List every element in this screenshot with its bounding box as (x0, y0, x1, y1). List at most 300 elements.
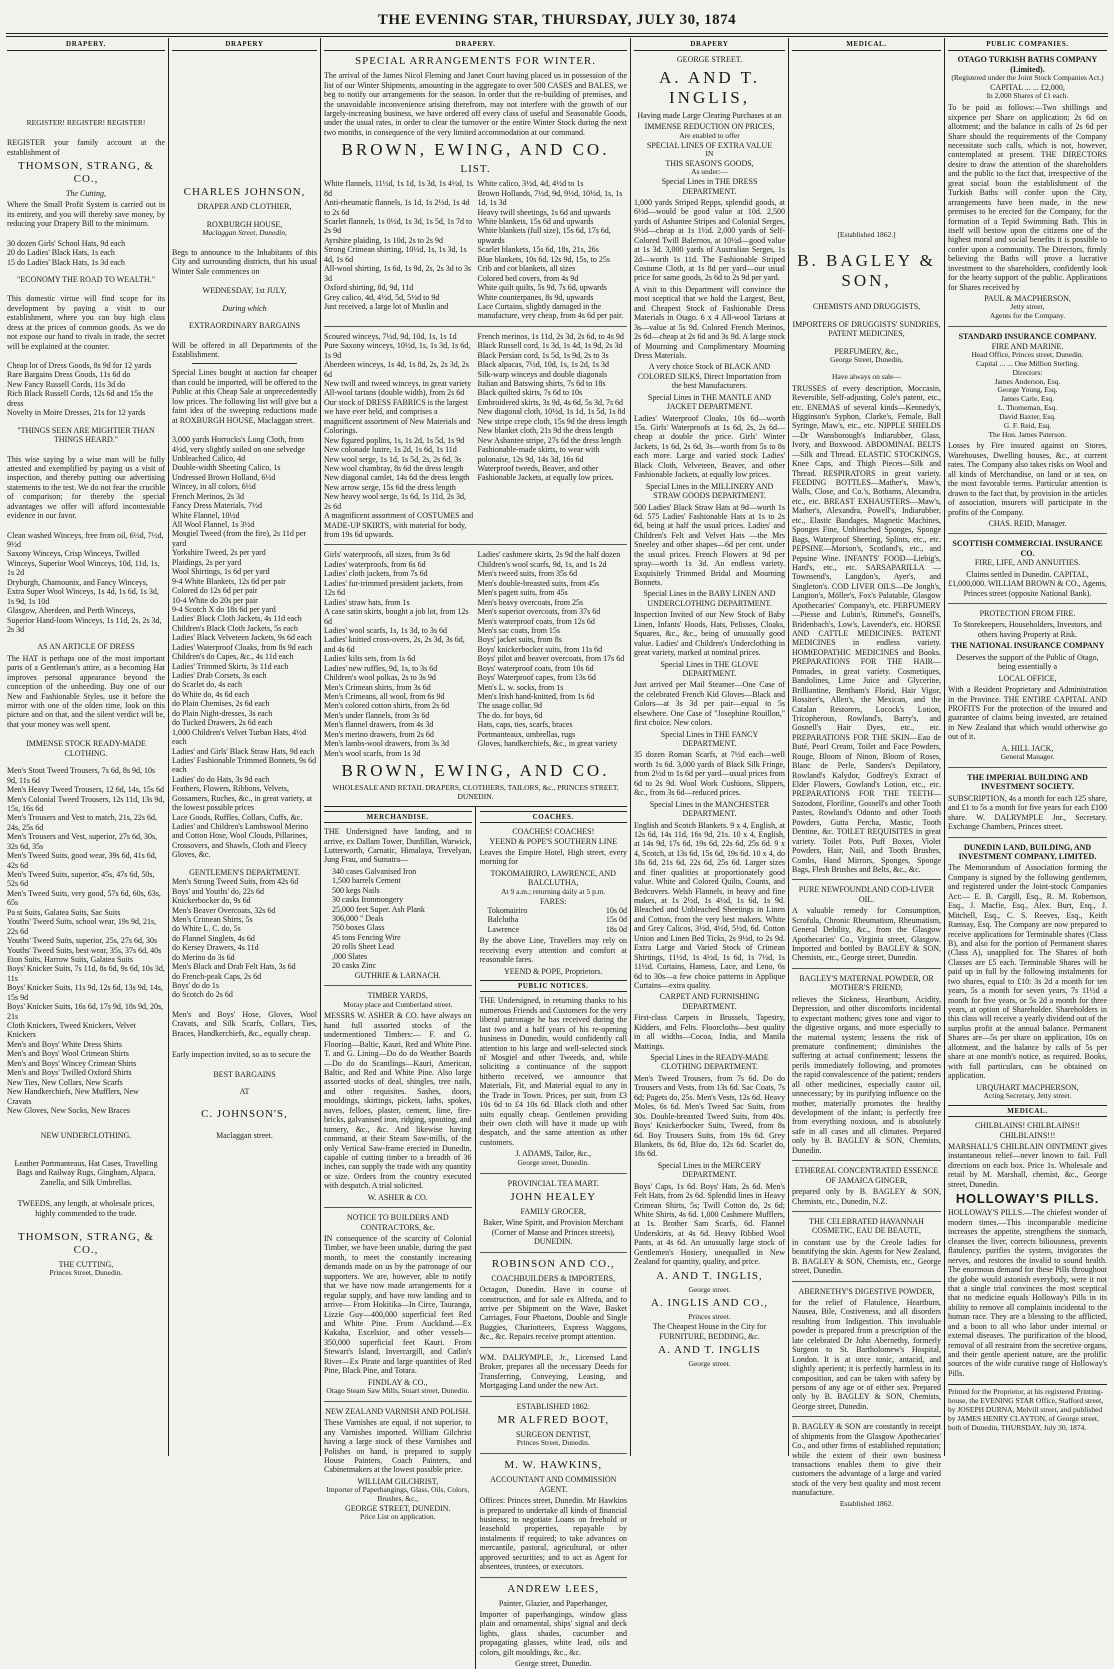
masthead-rule (6, 33, 1108, 34)
signature-address: Jetty street, (1010, 302, 1045, 312)
list-item: New blanket cloth, 21s 9d the dress length (477, 426, 614, 436)
list-item: Blue blankets, 10s 6d, 12s 9d, 15s, to 25s (477, 254, 610, 264)
list-item: White quilt quilts, 5s 9d, 7s 6d, upwards (477, 283, 607, 293)
signature: YEEND & POPE, Proprietors. (504, 966, 603, 976)
firm-address: Princes Street, Dunedin. (49, 1268, 123, 1278)
list-item: do White L. C. do, 5s (172, 924, 241, 934)
ad-text: WM. DALRYMPLE, Jr., Licensed Land Broker, prepares all the necessary Deeds for Transferring, Conveying, Leasing, and Mortgaging Land under the new Act. (479, 1352, 627, 1391)
ad-text: TRUSSES of every description, Moccasin, Reversible, Self-adjusting, Cole's patent, etc., etc. ENEMAS of several kinds—Kennedy's, Higginson's Syphon, Clarke's, Female, Ball Syringe, Maw's, etc., etc. NIPPLE SHIELDS—Dr Wansborough's Indiarubber, Glass, Ivory, and Boxwood. ABDOMINAL BELTS—Silk and Thread. ELASTIC STOCKINGS, Knee Caps, and Thigh Pieces—Silk and Thread. RESPIRATORS in great variety. FEEDING BOTTLES—Mather's, Maw's, Walls, Close, and Co.'s, Bothams, Alexandra, etc., etc. BREAST EXHAUSTERS—Maw's, Mather's, Alexandra, Powell's, Indiarubber, etc., Elastic Bandages, Magnetic Machines, Sponges Fine, Unbleached Sponges, Sponge Bags, Waterproof Sheeting, Splints, etc., etc. PEPSINE—Morson's, Scotland's, etc., and Pepsine Wine. INFANTS' FOOD—Liebig's, Hard's, etc., etc. SARSAPARILLA — Townsend's, Langdon's, Ayer's, and Singleton's. COD LIVER OILS—De Jongh's, Langton's, Möller's, Fox's Palatable, Glasgow Apothecaries' Company's, etc. PERFUMERY—Piesse and Lubin's, Rimmel's, Gosnell's, Bridenbach's, Low's, Lavender's, etc. HORSE AND CATTLE MEDICINES. PATENT MEDICINES in endless variety. HOMŒOPATHIC MEDICINES and Books. PREPARATIONS FOR THE HAIR—Pomades, in great variety. Cosmetiques, Bandolines, Lime Juice and Glycerine, Brilliantine, Bentham's Florid, Hair Vigor, Rossiter's, Allen's, the Mexican, and the Catalan Restorers, Locock's Lotion, Tricopherous, Rowland's, Barry's, and Gosnell's Hair Dyes, etc., etc. PREPARATIONS FOR THE SKIN—Eau de Buté, Pearl Cream, Toilet and Face Powders, Rouge, Bloom of Ninon, Bloom of Roses, Blanc de Perle, Sanders's Depilatory, Rowland's Kalydor, Godfrey's Extract of Elder Flowers, Gowland's Lotion, etc., etc. PREPARATIONS FOR THE TEETH—Sozodont, Floriline, Gosnell's and other Tooth Pastes, Rowland's Odonto and other Tooth Powders, Gutta Percha, Mastic, Tooth Dentine, &c. TOILET REQUISITES in great variety. Toilet Pots, Puff Boxes, Violet Powders, Hair, Nail, and Tooth Brushes, Combs, Hand Mirrors, Sponges, Sponge Bags, Flesh Brushes and Belts, &c., &c. (792, 383, 941, 874)
list-item: The usage collar, 9d (477, 701, 543, 711)
list-item: Youths' Tweed Suits, superior, 25s, 27s 6d, 30s (7, 936, 158, 946)
list-item: Italian and Batswing shirts, 7s 6d to 18s (477, 379, 606, 389)
list-item: Clean washed Winceys, free from oil, 6½d, 7½d, 9½d (7, 530, 164, 550)
ad-heading: SPECIAL ARRANGEMENTS FOR WINTER. (354, 55, 597, 68)
fare-price: 15s 0d (605, 915, 627, 925)
list-item: Black Persian cord, 1s 5d, 1s 9d, 2s to 3s (477, 350, 609, 360)
list-item: French merinos, 1s 11d, 2s 3d, 2s 6d, to 4s 9d (477, 331, 624, 341)
list-item: 3,000 yards Horrocks's Long Cloth, from 4½d, very slightly soiled on one selvedge (172, 435, 305, 454)
ad-text: MESSRS W. ASHER & CO. have always on hand full assorted stocks of the undermentioned Timbers:— F. and G. Flooring—Baltic, Kauri, Red and White Pine. T. and G. Lining—Do do do Weather Boards—Do do do Scantlings—Kauri, American, Baltic, and Red and White Pine. Also large assorted stocks of deal, shingles, tree nails, and other requisites. Sashes, doors, mouldings, skirtings, pickets, laths, spokes, naves, felloes, plaster, cement, lime, fire-bricks, galvanised iron, ridging, spouting, and turnery, &c., &c. And likewise having command, at their Steam Saw-mills, of the only Vertical Saw-frame erected in Dunedin, capable of cutting timber to a breadth of 36 inches, can supply the trade with any quantity or size. Orders from the country executed with despatch. A trial solicited. (324, 1011, 472, 1191)
list-item: Men's and Boys' Wincey Crimean Shirts (7, 1058, 137, 1068)
list-item: Our stock of DRESS FABRICS is the largest we have ever held, and comprises a magnificent assortment of New Materials and Colorings. (324, 397, 471, 436)
list-item: 25,000 feet Super. Ash Plank (332, 904, 425, 914)
company-note: FIRE, LIFE, AND ANNUITIES. (974, 558, 1081, 568)
list-item: Glasgow, Aberdeen, and Perth Winceys, Superior Hand-loom Winceys, 1s 11d, 2s, 2s 3d, 2s 3d (7, 606, 162, 634)
column-heading: MEDICAL. (792, 38, 941, 51)
ad-text: IN (705, 148, 714, 158)
list-item: Men's Beaver Overcoats, 32s 6d (172, 905, 276, 915)
fare-price: 10s 0d (605, 906, 627, 915)
fare-destination: Lawrence (487, 924, 520, 934)
list-item: Embroidered skirts, 3s 9d, 4s 6d, 5s 3d, 7s 6d (477, 397, 624, 407)
ad-text: prepared only by B. BAGLEY & SON, Chemists, etc., Dunedin, N.Z. (792, 1187, 941, 1206)
list-item: White Flannel, 10½d (172, 510, 240, 520)
list-item: New heavy wool serge, 1s 6d, 1s 11d, 2s 3d, 2s 6d (324, 492, 466, 511)
list-item: New Ties, New Collars, New Scarfs (7, 1077, 123, 1087)
list-item: do Plain Night-dresses, 3s each (172, 708, 273, 718)
list-item: Ladies' waterproofs, from 6s 6d (324, 559, 426, 569)
list-item: Ladies' Fashionable Trimmed Bonnets, 9s 6d each (172, 755, 317, 775)
ad-text: REGISTER your family account at the establishment of (7, 138, 165, 157)
firm-address: George street. (688, 1359, 731, 1369)
ad-text: Boys' Caps, 1s 6d. Boys' Hats, 2s 6d. Men's Felt Hats, from 2s 6d. Splendid lines in Heavy Crimean Shirts, 5s; Twill Cotton do, 2s 6d; White Shirts, 4s 6d. 1,000 Cashmere Mufflers, at 1s. Brother Sam Scarfs, 6d. Flannel Underskirts, at 4s 6d. Heavy Ribbed Wool Pants, at 4s 6d. An unusually large stock of Gentlemen's Hosiery, unequalled in New Zealand for quantity, quality, and price. (634, 1181, 785, 1267)
list-item: Colored do 12s 6d per pair (172, 586, 258, 596)
firm-name: JOHN HEALEY (510, 1191, 597, 1204)
list-item: do Plain Chemises, 2s 6d each (172, 699, 270, 709)
list-item: Boys' knickerbocker suits, from 11s 6d (477, 644, 603, 654)
ad-heading: NOTICE TO BUILDERS AND CONTRACTORS, &c. (346, 1213, 449, 1232)
company-name: THE NATIONAL INSURANCE COMPANY (950, 641, 1105, 651)
list-item: Cheap lot of Dress Goods, 8s 9d for 12 yards (7, 361, 152, 371)
ad-text: Having made Large Clearing Purchases at an (637, 110, 782, 120)
list-item: Plaidings, 2s per yard (172, 557, 242, 567)
list-item: White flannels, 11½d, 1s 1d, 1s 3d, 1s 4½d, 1s 8d (324, 179, 474, 198)
signature-address: Otago Steam Saw Mills, Stuart street, Dunedin. (326, 1386, 470, 1395)
list-item: Ladies' Black Cloth Jackets, 4s 11d each (172, 614, 302, 624)
ad-heading-holloway: HOLLOWAY'S PILLS. (955, 1191, 1100, 1207)
list-item: Ladies' cloth jackets, from 7s 6d (324, 569, 428, 579)
section-heading: MEDICAL. (948, 1105, 1107, 1117)
list-item: Men's Heavy Tweed Trousers, 12 6d, 14s, 15s 6d (7, 785, 164, 795)
ad-text: Importer of paperhangings, window glass plain and ornamental, ships' signal and deck lights, glass shades, cucumber and propagating glasses, white lead, oils and colors, gilt mouldings, &c., &c. (479, 1609, 627, 1657)
section-heading: MERCHANDISE. (324, 811, 472, 823)
ad-text: The arrival of the James Nicol Fleming and Janet Court having placed us in possession of the list of our Winter Shipments, amounting in the aggregate to over 500 CASES and BALES, we beg to notify our arrangements for the season. In order that the re-building of premises, and the unavoidable inconvenience arising therefrom, may not interfere with the growth of our largely-increasing business, we have ordered off every class of useful and Seasonable Goods, under the usual rates, in order to clear the turnover or the entire Winter Stock during the next two months, in consequence of the very limited accommodation at our command. (324, 71, 627, 137)
ad-heading: THE CELEBRATED HAVANNAH COSMETIC, EAU DE BEAUTE, (809, 1216, 924, 1236)
ad-text: Men's Tweed Trousers, from 7s 6d. Do do Trousers and Vests, from 13s 6d. Sac Coats, 7s 6d; Pagets do, 25s. Men's Vests, 12s 6d. Heavy Moles, 6s 6d. Men's Tweed Sac Suits, from 30s. Double-breasted Tweed Suits, from 40s. Boys' Knickerbocker Suits, Tweed, from 8s 6d. Boy Trousers Suits, from 19s 6d. Grey Blankets, 8s 6d, Blue do, 12s 6d. Scarlet do, 18s 6d. (634, 1073, 785, 1159)
column-medical-bagley (788, 38, 944, 1508)
list-item: Men's L. w. socks, from 1s (477, 682, 564, 692)
ad-text: TWEEDS, any length, at wholesale prices, highly commended to the trade. (17, 1199, 155, 1218)
ad-text: in constant use by the Creole ladies for beautifying the skin. Agents for New Zealand, B. BAGLEY & SON, Chemists, etc., George street, Dunedin. (792, 1237, 941, 1276)
clothing-list (7, 766, 165, 1115)
list-item: Strong Crimean shirting, 10½d, 1s, 1s 3d, 1s 4d, 1s 6d (324, 245, 467, 264)
ad-text: A visit to this Department will convince the most sceptical that we hold the Largest, Best, and Cheapest Stock of Fashionable Dress Materials in Otago. 6 x 4 All-wool Tartans at 3s—value at 5s 9d. Colored French Merinos, 2s 6d—cheap at 2s 6d and 3s 9d. A large stock of Mourning and Complimentary Mourning Dress Materials. (634, 284, 785, 360)
list-item: New Ashantee stripe, 27s 6d the dress length (477, 435, 622, 445)
list-item: Heavy twill sheetings, 1s 6d and upwards (477, 207, 611, 217)
list-item: Scarlet flannels, 1s 0½d, 1s 3d, 1s 5d, 1s 7d to 2s 9d (324, 217, 473, 236)
signature: GUTHRIE & LARNACH. (354, 970, 441, 980)
list-item: Mosgiel Tweed (from the fire), 2s 11d per yard (172, 529, 307, 548)
list-item: Ayrshire plaiding, 1s 10d, 2s to 2s 9d (324, 235, 444, 245)
firm-address: Princes street. (688, 1312, 731, 1322)
list-item: Men's lambs-wool drawers, from 3s 3d (324, 739, 449, 749)
list-item: G. F. Reid, Esq. (1003, 420, 1052, 430)
ad-heading: CHILBLAINS! CHILBLAINS!! CHILBLAINS!!! (974, 1121, 1081, 1140)
firm-location: The Cutting, (65, 188, 106, 198)
list-item: Boys' Knicker Suits, 11s 9d, 12s 6d, 13s 9d, 14s, 15s 9d (7, 983, 163, 1002)
list-item: Ladies' Trimmed Skirts, 3s 11d each (172, 661, 289, 671)
signature: PAUL & MACPHERSON, (984, 294, 1071, 303)
column-heading: DRAPERY. (7, 38, 165, 51)
dept-heading: CARPET AND FURNISHING DEPARTMENT. (659, 992, 760, 1011)
list-item: Ladies' and Children's Lambswool Merino and Cotton Hose, Wool Clouds, Pillarines, Crossovers, and Shawls, Cloth and Fleecy Gloves, &c. (172, 822, 309, 860)
list-item: Fancy Dress Materials, 7½d (172, 501, 262, 511)
ad-heading: BAGLEY'S MATERNAL POWDER, OR MOTHER'S FRIEND, (799, 973, 934, 993)
ad-text: Deserves the support of the Public of Otago, being essentially a (956, 652, 1099, 672)
list-item: The do. for boys, 6d (477, 710, 543, 720)
list-item: Men's waterproof coats, from 12s 6d (477, 616, 595, 626)
list-item: Black quilted skirts, 7s 6d to 10s (477, 388, 583, 398)
list-item: Fashionable-made skirts, to wear with polonaise, 12s 9d, 14s 3d, 16s 6d (477, 445, 600, 464)
ad-text: B. BAGLEY & SON are constantly in receipt of shipments from the Glasgow Apothecaries' Co., and other firms of established reputation; while the extent of their own business transactions enables them to give their customers the advantage of a large and varied stock of the very best quality and most recent manufacture. (792, 1422, 941, 1498)
directors-heading: Directors: (1012, 367, 1043, 377)
directors-list (948, 378, 1107, 440)
masthead-rule-2 (6, 36, 1108, 37)
list-item: ,000 Slates (332, 951, 368, 961)
list-item: Aberdeen winceys, 1s 4d, 1s 8d, 2s, 2s 3d, 2s 6d (324, 360, 469, 379)
list-item: do Tucked Drawers, 2s 6d each (172, 718, 273, 728)
firm-trade: CHEMISTS AND DRUGGISTS, (812, 302, 921, 312)
firm-address: George street, Dunedin. (515, 1659, 592, 1669)
list-item: 306,000 " Deals (332, 914, 384, 924)
list-item: Ladies' and Girls' Black Straw Hats, 9d each (172, 746, 315, 756)
list-item: New diagonal cloth, 10½d, 1s 1d, 1s 5d, 1s 8d (477, 407, 626, 417)
masthead (0, 0, 1114, 34)
ad-text: The Cheapest House in the City for (652, 1322, 767, 1332)
list-item: Boys' waterproof coats, from 10s 6d (477, 663, 594, 673)
section-heading: "THINGS SEEN ARE MIGHTIER THAN THINGS HEARD." (17, 425, 155, 445)
list-item: Men's Crimeans, all wool, from 6s 9d (324, 692, 445, 702)
signature: FINDLAY & CO., (368, 1377, 428, 1387)
section-heading: GENTLEMEN'S DEPARTMENT. (189, 867, 300, 877)
list-item: Silk-warp winceys and double diagonals (477, 369, 608, 379)
list-item: 1,500 barrels Cement (332, 876, 401, 886)
ad-text: 35 dozen Roman Scarfs, at 7½d each—well worth 1s 6d. 3,000 yards of Black Silk Fringe, from 2½d to 1s 6d per yard—usual prices from 6d to 2s 9d. Wool Work Cushions, Slippers, &c., from 3s 6d—reduced prices. (634, 750, 785, 798)
list-item: Dryburgh, Chamounix, and Fancy Winceys, Extra Super Wool Winceys, 1s 4d, 1s 6d, 1s 3d, 1s 9d, 1s 10d (7, 577, 159, 606)
list-item: Men's Tweed Suits, good wear, 39s 6d, 41s 6d, 42s 6d (7, 851, 157, 870)
column-heading: DRAPERY (172, 38, 317, 51)
list-item: Pure Saxony winceys, 10½d, 1s, 1s 3d, 1s 6d, 1s 9d (324, 341, 471, 360)
list-item: Men's and Boys' Twilled Oxford Shirts (7, 1068, 132, 1078)
ad-heading: FURNITURE, BEDDING, &c. (659, 1331, 760, 1341)
list-item: Men's wool scarfs, from 1s 3d (324, 748, 421, 758)
firm-address: George Street, Dunedin, (830, 354, 903, 364)
list-item: Hats, caps, ties, scarfs, braces (477, 720, 573, 730)
list-item: Boys' and Youths' do, 22s 6d (172, 886, 265, 896)
ad-text: 1,000 yards Striped Repps, splendid goods, at 6½d—would be good value at 10d. 2,500 yards of Ashantee Stripes and Colonial Serges, 9½d—cheap at 1s 1½d. 2,000 yards of Self-Colored Twill Balernos, at 10½d—good value at 1s 3d. 3,000 yards of Australian Serges, 1s 2d—worth 1s 11d. The Fashionable Striped Costume Cloth, at 1s 8d per yard—our usual price for same goods, 2s 6d to 2s 9d per yard. (634, 197, 785, 283)
ad-text: AT (239, 1087, 250, 1097)
section-heading: IMMENSE STOCK READY-MADE CLOTHING. (26, 739, 146, 758)
ad-text: Early inspection invited, so as to secure the (172, 1050, 311, 1060)
ad-text: A very choice Stock of BLACK AND COLORED SILKS, Direct Importation from the best Manufacturers. (637, 362, 782, 391)
signature-role: Agents for the Company. (989, 311, 1066, 321)
list-item: 15 do Ladies' Black Hats, 1s 3d each (7, 257, 125, 267)
goods-list (324, 867, 472, 971)
list-item: New stripe crepe cloth, 15s 9d the dress length (477, 416, 628, 426)
ad-heading: TIMBER YARDS, (367, 991, 428, 1001)
signature: CHAS. REID, Manager. (988, 518, 1067, 528)
firm-trade: Painter, Glazier, and Paperhanger, (498, 1598, 608, 1608)
list-item: Boys' do do 1s (172, 981, 220, 990)
column-drapery-thomson (4, 38, 168, 1456)
list-item: New figured poplins, 1s, 1s 2d, 1s 5d, 1s 9d (324, 435, 465, 445)
list-item: Children's do Capes, &c., 4s 11d each (172, 652, 294, 662)
list-item: Unbleached Calico, 4d (172, 453, 246, 463)
list-item: Lace Goods, Ruffles, Collars, Cuffs, &c. (172, 812, 303, 822)
signature-role: Acting Secretary, Jetty street. (983, 1090, 1072, 1100)
ad-text: With a Resident Proprietary and Administration in the Province. THE ENTIRE CAPITAL AND PROFITS For the protection of the insured and guarantee of claims being invested, are retained in New Zealand that which would otherwise go out of it. (948, 685, 1107, 742)
list-item: Ladies' do do Hats, 3s 9d each (172, 774, 270, 784)
price-list-left (324, 550, 474, 758)
list-item: Colored bed covers, from 4s 9d (477, 273, 579, 283)
list-item: Children's wool scarfs, 9d, 1s, and 1s 2d (477, 559, 607, 569)
company-name: DUNEDIN LAND, BUILDING, AND INVESTMENT COMPANY, LIMITED. (958, 842, 1097, 862)
street-heading: GEORGE STREET. (676, 55, 743, 65)
company-note: (Registered under the Joint Stock Companies Act.) (951, 73, 1104, 83)
ad-text: Men's and Boys' Hose, Gloves, Wool Cravats, and Silk Scarfs, Collars, Ties, Braces, Handkerchiefs, &c., equally cheap. (172, 1009, 317, 1038)
list-item: Novelty in Moire Dresses, 21s for 12 yards (7, 408, 146, 418)
list-item: do Flannel Singlets, 4s 6d (172, 933, 255, 943)
ad-text: Offices: Princes street, Dunedin. Mr Hawkins is prepared to undertake all kinds of financial business; to negotiate Loans on freehold or leasehold properties, repayable by instalments if required; to take advances on mercantile, pastoral, agricultural, or other approved securities; and to act as Agent for absentees, trustees, or executors. (479, 1496, 627, 1572)
ad-text: This domestic virtue will find scope for its development by paying a visit to our establishment, where you can buy high class dress at the prices of common goods. As we do not expose our hand to rivals in trade, the secret will be explained at the counter. (7, 294, 165, 351)
firm-name: B. BAGLEY & SON, (797, 251, 936, 291)
section-heading: BEST BARGAINS (213, 1069, 276, 1079)
list-item: New Gloves, New Socks, New Braces (7, 1105, 130, 1115)
list-item: Knickerbocker do, 9s 6d (172, 896, 251, 906)
list-item: Men's colored cotton shirts, from 2s 6d (324, 701, 450, 711)
list-item: Men's Trousers and Vest, superior, 27s 6d, 30s, 32s 6d, 35s (7, 832, 158, 851)
established-note: Established 1862. (839, 1498, 894, 1508)
fare-row (488, 906, 628, 915)
ad-text: Begs to announce to the Inhabitants of this City and surrounding districts, that his usual Winter Sale commences on (172, 247, 317, 276)
list-item: Men's and Boys' Wool Crimean Shirts (7, 1049, 129, 1059)
list-item: New colonade lustre, 1s 2d, 1s 6d, 1s 11d (324, 445, 457, 455)
list-item: Men's Trousers and Vest to match, 21s, 22s 6d, 24s, 25s 6d (7, 813, 157, 832)
company-address: Head Office, Princes street, Dunedin. (971, 350, 1084, 359)
firm-address: Maclaggan Street, Dunedin, (202, 228, 287, 238)
firm-name: THOMSON, STRANG, & CO., (18, 1231, 154, 1256)
list-item: Men's Tweed Suits, superior, 45s, 47s 6d, 50s, 52s 6d (7, 870, 155, 889)
price-list-right (478, 179, 628, 321)
merchandise-section (324, 807, 476, 1669)
signature-role: General Manager. (1000, 752, 1055, 762)
list-item: 20 do Ladies' Black Hats, 1s each (7, 248, 115, 258)
list-item: Boys' Knicker Suits, 16s 6d, 17s 9d, 18s 9d, 20s, 21s (7, 1002, 164, 1021)
firm-trade: ACCOUNTANT AND COMMISSION AGENT. (490, 1475, 617, 1494)
list-item: Waterproof tweeds, Beaver, and other Fashionable Jackets, at equally low prices. (477, 463, 614, 483)
firm-name: CHARLES JOHNSON, (183, 186, 306, 199)
list-item: All-wool shirting, 1s 6d, 1s 9d, 2s, 2s 3d to 3s 3d (324, 264, 472, 283)
ad-heading: PROVINCIAL TEA MART. (507, 1178, 599, 1188)
ad-text: 500 Ladies' Black Straw Hats at 9d—worth 1s 6d. 575 Ladies' Fashionable Hats at 1s to 2s 6d, being at half the usual prices. Ladies' and Children's Felt and Velvet Hats —the Mrs Sneeley and other shapes—6d per cent. under the usual prices. French Flowers at 9d per spray—worth 1s 3d. An endless variety. Exquisitely Trimmed Bridal and Mourning Bonnets. (634, 502, 785, 587)
section-heading: NEW UNDERCLOTHING. (40, 1131, 132, 1141)
column-drapery-inglis (630, 38, 788, 1456)
ad-text: THE Undersigned, in returning thanks to his numerous Friends and Customers for the very liberal patronage he has received during the last two and a half years of his re-opening business in Dunedin, would confidently call attention to his large and well-selected stock of Mosgiel and other Tweeds, and, while soliciting a continuance of the support hitherto received, we announce that Materials, Fit, and Material equal to any in the Trade in Town. Prices, per suit, from £3 10s 6d to £4 10s 6d. Black cloth and other suits equally cheap. Gentlemen providing their own cloth will have it made up with despatch, and the same attention as other customers. (479, 996, 627, 1147)
list-item: New wool chambray, 8s 6d the dress length (324, 463, 464, 473)
list-item: do Scarlet do, 4s each (172, 680, 242, 690)
company-name: SCOTTISH COMMERCIAL INSURANCE CO. (952, 539, 1103, 558)
dept-heading: Special Lines in the MERCERY DEPARTMENT. (657, 1160, 762, 1180)
list-item: Cloth Knickers, Tweed Knickers, Velvet Knickers (7, 1021, 136, 1040)
firm-house: ROXBURGH HOUSE, (206, 219, 283, 229)
firm-name: A. AND T. INGLIS, (656, 1269, 763, 1282)
fare-row (488, 915, 628, 924)
list-item: Boys' Knicker Suits, 7s 11d, 8s 6d, 9s 6d, 10s 3d, 11s (7, 964, 165, 983)
sale-heading: EXTRAORDINARY BARGAINS (188, 321, 301, 331)
firm-name: ANDREW LEES, (507, 1582, 600, 1595)
list-item: 1,000 Children's Velvet Turban Hats, 4½d each (172, 727, 307, 747)
ad-heading: TOKOMAIRIRO, LAWRENCE, AND BALCLUTHA, (490, 868, 616, 888)
signature: J. ADAMS, Tailor, &c., (515, 1149, 592, 1159)
firm-name: A. AND T. INGLIS, (659, 67, 760, 107)
ad-text: Where the Small Profit System is carried out in its entirety, and you will thereby save money, by reducing your Drapery Bill to the minimum. (7, 200, 165, 229)
firm-address: George street. (688, 1284, 731, 1294)
company-capital: CAPITAL ... ... £2,000, (990, 82, 1065, 92)
list-item: Boys' pilot and beaver overcoats, from 17s 6d (477, 654, 625, 664)
ad-text: Have always on sale— (832, 371, 901, 381)
list-item: L. Thomeman, Esq. (997, 403, 1058, 413)
list-item: do Merino do 3s 6d (172, 952, 235, 962)
list-item: 45 tons Fencing Wire (332, 932, 401, 942)
list-item: 10-4 White do 20s per pair (172, 595, 258, 605)
column-public-companies (944, 38, 1110, 1456)
ad-text: The HAT is perhaps one of the most important parts of a Gentleman's attire, as a becoming Hat improves personal appearance beyond the conception of the unheeding. Buy one of our New and Fashionable Styles, use it before the mirror with one of the olden time, look on this picture and on that, and the silent verdict will be, that your money was well spent. (7, 653, 165, 729)
list-item: do Scotch do 2s 6d (172, 990, 233, 1000)
list-item: 9-4 White Blankets, 12s 6d per pair (172, 576, 286, 586)
list-item: Wincey, in all colors, 6½d (172, 482, 256, 492)
list-item: Ladies' wool scarfs, 1s, 1s 3d, to 3s 6d (324, 625, 447, 635)
list-item: All-wool tartans (double width), from 2s 6d (324, 388, 465, 398)
list-item: 30 casks Ironmongery (332, 895, 404, 905)
company-capital: Capital ... ... One Million Sterling. (976, 358, 1079, 368)
list-item: Men's under flannels, from 3s 6d (324, 710, 430, 720)
list-item: White counterpanes, 8s 9d, upwards (477, 292, 594, 302)
ad-text: Octagon, Dunedin. Have in course of construction, and for sale ex Alfreda, and to arrive per Shipment on the Wave, Basket Carriages, Four Phaetons, Double and Single Buggies, Chariotteers, Express Waggons, &c., &c. Repairs receive prompt attention. (479, 1285, 627, 1342)
list-item: Black alpacas, 7½d, 10d, 1s, 1s 2d, 1s 3d (477, 360, 610, 370)
list-item: Lace Curtains, slightly damaged in the manufacture, very cheap, from 4s 6d per pair. (477, 301, 624, 321)
list-item: Portmanteaux, umbrellas, rugs (477, 729, 576, 739)
list-item: Men's Crimean shirts, from 3s 6d (324, 682, 431, 692)
list-item: Oxford shirting, 8d, 9d, 11d (324, 283, 414, 293)
list-item: All Wool Flannel, 1s 3½d (172, 520, 255, 529)
list-item: 750 boxes Glass (332, 923, 385, 933)
list-item: do Kersey Drawers, 4s 11d (172, 943, 259, 953)
section-heading: PUBLIC NOTICES. (480, 980, 628, 992)
firm-trade: IMPORTERS OF DRUGGISTS' SUNDRIES, PATENT MEDICINES, (792, 319, 941, 339)
list-item: Brown Hollands, 7½d, 9d, 9½d, 10½d, 1s, 1s 1d, 1s 3d (477, 188, 623, 208)
list-item: do White do, 4s 6d each (172, 689, 250, 699)
column-heading: DRAPERY (634, 38, 785, 51)
firm-location: THE CUTTING, (58, 1259, 114, 1269)
ad-text: By the above Line, Travellers may rely on receiving every attention and comfort at reasonable fares. (479, 936, 627, 965)
firm-name: MR ALFRED BOOT, (497, 1413, 610, 1426)
list-item: Ladies' cashmere skirts, 2s 9d the half dozen (477, 550, 621, 560)
list-item: Men's Crimean Shirts, 5s (172, 914, 253, 924)
dept-heading: Special Lines in the MILLINERY AND STRAW GOODS DEPARTMENT. (645, 481, 774, 501)
firm-name: BROWN, EWING, AND CO. (341, 761, 610, 781)
list-item: Men's pagett suits, from 45s (477, 588, 568, 598)
firm-name: C. JOHNSON'S, (201, 1107, 288, 1120)
ad-text: for the relief of Flatulence, Heartburn, Nausea, Bile, Costiveness, and all disorders resulting from Indigestion. This invaluable powder is prepared from a prescription of the late celebrated Dr John Abernethy, formerly Surgeon to St. Bartholomew's Hospital, London. It is at once tonic, antacid, and slightly aperient; it is perfectly harmless in its composition, and can be taken with safety by persons of any age or of either sex. Prepared only by B. BAGLEY & SON, Chemists, George street, Dunedin. (792, 1298, 941, 1411)
list-item: Rich Black Russell Cords, 12s 6d and 15s the dress (7, 389, 153, 408)
ad-text: Leather Portmanteaus, Hat Cases, Travelling Bags and Railway Rugs, Gingham, Alpaca, Zanella, and Silk Umbrellas. (14, 1158, 158, 1187)
list-item: Men's Stout Tweed Trousers, 7s 6d, 8s 9d, 10s 9d, 11s 6d (7, 766, 156, 785)
firm-address: Princes Street, Dunedin. (516, 1438, 590, 1448)
firm-name: M. W. HAWKINS, (504, 1459, 603, 1472)
list-item: Ladies' straw hats, from 1s (324, 597, 410, 607)
list-item: 340 cases Galvanised Iron (332, 866, 417, 876)
ad-text: Special Lines bought at auction far cheaper than could be imported, will be offered to the Public at this Cheap Sale at unprecedentedly low prices. The following list will give but a faint idea of the sweeping reductions made at ROXBURGH HOUSE, Maclaggan street. (172, 368, 317, 425)
list-item: Children's wool polkas, 2s to 3s 9d (324, 673, 436, 683)
fares-table (480, 906, 628, 934)
list-item: George Young, Esq. (997, 385, 1058, 395)
list-item: White calico, 3½d, 4d, 4½d to 1s (477, 179, 584, 189)
list-item: A magnificent assortment of COSTUMES and MADE-UP SKIRTS, with material for body, from 19s 6d upwards. (324, 511, 474, 540)
firm-trade: PERFUMERY, &c., (834, 346, 899, 356)
ad-heading: SPECIAL LINES OF EXTRA VALUE (646, 140, 773, 150)
ad-text: The Memorandum of Association forming the Company is signed by the following gentlemen, and registered under the Joint-stock Companies Act:— E. B. Cargill, Esq., R. M. Robertson, Esq., J. Macfie, Esq., Alex. Burt, Esq., J. Mitchell, Esq., C. S. Reeves, Esq., Keith Ramsay, Esq. The Company are now prepared to receive applications for Terminable shares (Class B), and also for the portion of Permanent shares (Class A), unapplied for. The Shares of both Classes are £5 each. Terminable Shares will be paid up in full by the following instalments for two shares, equal to £10: 3s 2d a month for ten years, 5s a month for seven years, 7s 11½d a month for five years, or 5s 2d a month for three years, at option of Shareholder. Shareholders in this class will receive a yearly dividend out of the surplus profit at the annual balance. Permanent Shares are—5s per share on application, 10s on allotment, and the balance by calls of 5s per share at one month's notice, as required. Books, with full particulars, can be obtained on application. (948, 863, 1107, 1081)
ad-text: During which (222, 303, 267, 313)
list-item: Ladies' knitted cross-overs, 2s, 2s 3d, 3s 6d, and 4s 6d (324, 635, 465, 654)
price-list-right (478, 332, 628, 540)
ad-heading: ETHEREAL CONCENTRATED ESSENCE OF JAMAICA GINGER, (794, 1166, 939, 1185)
list-item: 9-4 Scotch X do 18s 6d per yard (172, 604, 276, 614)
ad-heading: YEEND & POPE'S SOUTHERN LINE (489, 836, 618, 846)
fare-row (488, 925, 628, 934)
list-item: Ladies' kilts sets, from 1s 6d (324, 654, 416, 664)
list-item: Ladies' Waterproof Cloaks, from 8s 9d each (172, 642, 313, 652)
signature-address: GEORGE STREET, DUNEDIN. (344, 1504, 451, 1514)
column-heading: PUBLIC COMPANIES. (948, 38, 1107, 51)
list-item: Wool Shirtings, 1s 6d per yard (172, 567, 270, 577)
ad-heading: PROTECTION FROM FIRE. (979, 609, 1076, 618)
list-item: 20 rolls Sheet Lead (332, 942, 394, 952)
ad-text: To Storekeepers, Householders, Investors, and others having Property at Risk. (953, 620, 1102, 639)
list-item: Youths' Tweed Suits, best wear, 35s, 37s 6d, 40s (7, 945, 162, 955)
list-item: Pa st Suits, Galatea Suits, Sac Suits (7, 907, 121, 917)
list-item: Ladies' Black Velveteen Jackets, 9s 6d each (172, 633, 312, 643)
list-item: Just received, a large lot of Muslin and (324, 301, 449, 311)
ad-text: Just arrived per Mail Steamer—One Case of the celebrated French Kid Gloves—Black and Colors—at 3s 3d per pair—equal to 5s elsewhere. One Case of "Josephine Rouillon," first choice. New colors. (634, 680, 785, 728)
list-item: Men's double-breasted suits, from 45s (477, 578, 600, 588)
fare-price: 18s 0d (605, 924, 627, 934)
list-item: White blankets (full size), 15s 6d, 17s 6d, upwards (477, 226, 611, 245)
ad-text: MARSHALL'S CHILBLAIN OINTMENT gives instantaneous relief—never known to fail. Full directions on each box. Price 1s. Wholesale and retail by M. Marshall, chemist, &c., George street, Dunedin. (948, 1141, 1107, 1189)
list-item: Men's sac coats, from 15s (477, 625, 561, 635)
dept-heading: Special Lines in THE DRESS DEPARTMENT. (661, 177, 758, 196)
list-item: Scarlet blankets, 15s 6d, 18s, 21s, 26s (477, 245, 599, 255)
firm-name: THOMSON, STRANG, & CO., (18, 159, 154, 185)
company-note: FIRE AND MARINE. (991, 341, 1064, 351)
list-item: Men's and Boys' White Dress Shirts (7, 1039, 122, 1049)
price-list-right (478, 550, 628, 758)
list-item: Girls' waterproofs, all sizes, from 3s 6d (324, 550, 450, 560)
list-item: Boys' Waterproof capes, from 13s 6d (477, 673, 596, 683)
list-item: Ladies' fur-trimmed president jackets, from 12s 6d (324, 578, 463, 598)
list-item: Men's Tweed Suits, very good, 57s 6d, 60s, 63s, 65s (7, 888, 161, 908)
ad-text: HOLLOWAY'S PILLS.—The chiefest wonder of modern times.—This incomparable medicine increases the appetite, strengthens the stomach, cleanses the liver, corrects biliousness, prevents flatulency, purifies the system, invigorates the nerves, and restores the invalid to sound health. The enormous demand for these Pills throughout the globe would astonish everybody, were it not that a single trial convinces the most sceptical that no medicine equals Holloway's Pills in its ability to remove all complaints incidental to the human race. They are a blessing to the afflicted, and a boon to all who labor under internal or external diseases. The purification of the blood, removal of all restraint from the secretive organs, and their gentle aperient nature, are the prolific sources of the wide curative range of Holloway's Pills. (948, 1208, 1107, 1378)
list-item: James Anderson, Esq. (994, 376, 1061, 386)
list-item: New arrow serge, 15s 6d the dress length (324, 482, 456, 492)
